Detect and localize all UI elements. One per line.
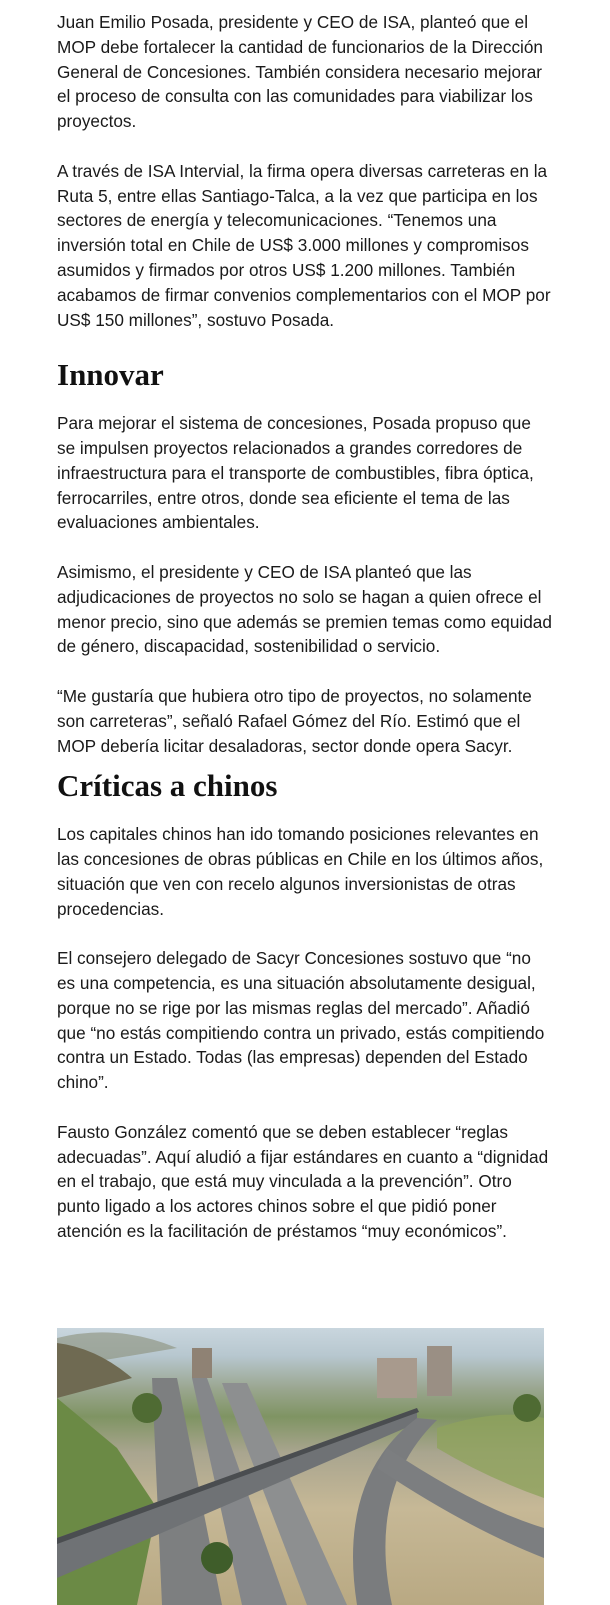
- paragraph: Fausto González comentó que se deben establecer “reglas adecuadas”. Aquí aludió a fijar estándares en cuanto a “dignidad en el trabajo, que está muy vinculada a la prevención”. Otro punto ligado a los actores chinos sobre el que pidió poner atención es la facilitación de préstamos “muy económicos”.: [57, 1121, 549, 1242]
- paragraph: El consejero delegado de Sacyr Concesiones sostuvo que “no es una competencia, es una situación absolutamente desigual, porque no se rige por las mismas reglas del mercado”. Añadió que “no estás compitiendo contra un privado, estás compitiendo contra un Estado. Todas (las empresas) dependen del Estado chino”.: [57, 948, 545, 1093]
- paragraph: Juan Emilio Posada, presidente y CEO de ISA, planteó que el MOP debe fortalecer la cantidad de funcionarios de la Dirección General de Concesiones. También considera necesario mejorar el proceso de consulta con las comunidades para viabilizar los proyectos.: [57, 12, 543, 132]
- highway-interchange-photo: [57, 1328, 544, 1605]
- paragraph: A través de ISA Intervial, la firma opera diversas carreteras en la Ruta 5, entre ellas Santiago-Talca, a la vez que participa en los sectores de energía y telecomunicaciones. “Tenemos una inversión total en Chile de US$ 3.000 millones y compromisos asumidos y firmados por otros US$ 1.200 millones. También acabamos de firmar convenios complementarios con el MOP por US$ 150 millones”, sostuvo Posada.: [57, 160, 551, 330]
- paragraph: Asimismo, el presidente y CEO de ISA planteó que las adjudicaciones de proyectos no solo se hagan a quien ofrece el menor precio, sino que además se premien temas como equidad de género, discapacidad, sostenibilidad o servicio.: [57, 561, 552, 657]
- section-heading-criticas: Críticas a chinos: [57, 768, 278, 804]
- paragraph: “Me gustaría que hubiera otro tipo de proyectos, no solamente son carreteras”, señaló Rafael Gómez del Río. Estimó que el MOP debería licitar desaladoras, sector donde opera Sacyr.: [57, 685, 532, 756]
- paragraph: Los capitales chinos han ido tomando posiciones relevantes en las concesiones de obras públicas en Chile en los últimos años, situación que ven con recelo algunos inversionistas de otras procedencias.: [57, 824, 544, 919]
- section-heading-innovar: Innovar: [57, 357, 164, 393]
- paragraph: Para mejorar el sistema de concesiones, Posada propuso que se impulsen proyectos relacionados a grandes corredores de infraestructura para el transporte de combustibles, fibra óptica, ferrocarriles, entre otros, donde sea eficiente el tema de las evaluaciones ambientales.: [57, 413, 534, 533]
- article-body: [57, 10, 553, 1269]
- highway-photo-illustration: [57, 1328, 544, 1605]
